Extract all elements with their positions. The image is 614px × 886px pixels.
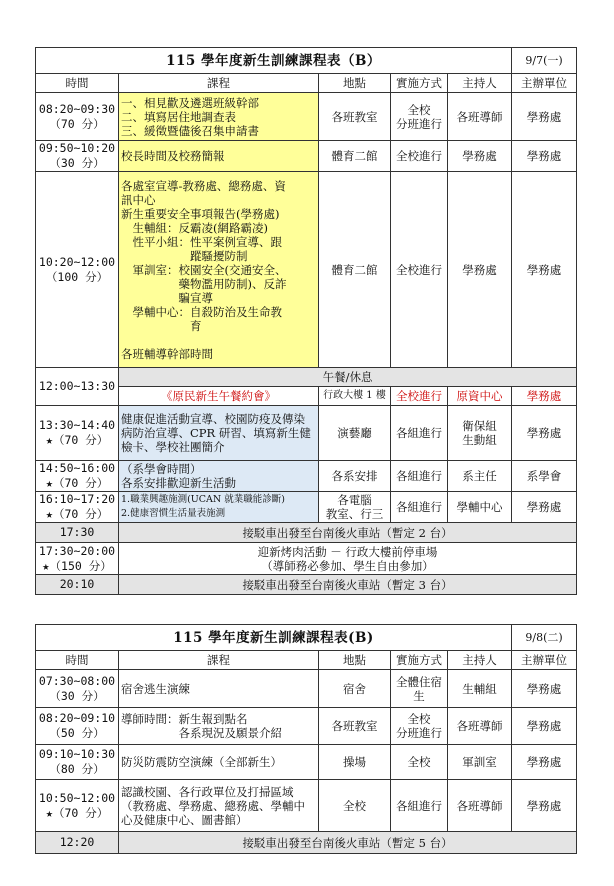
unit-cell: 學務處 [512,406,577,461]
time-range: 07:30~08:00 [38,673,116,688]
duration: （70 分） [52,805,109,820]
method-cell: 全體住宿 生 [391,670,448,708]
time-cell [36,141,119,172]
time-range: 10:50~12:00 [38,790,116,805]
method-cell: 各組進行 [391,461,448,492]
duration: （100 分） [45,269,109,284]
time-range: 09:50~10:20 [38,141,116,155]
host-cell: 各班導師 [448,708,512,745]
method-cell: 各組進行 [391,492,448,523]
duration: （50 分） [49,726,105,740]
place-cell: 宿舍 [319,670,391,708]
table-title: 115 學年度新生訓練課程表（B） [36,48,512,74]
header-unit: 主辦單位 [512,651,577,670]
place-cell: 各班教室 [319,93,391,141]
unit-cell: 學務處 [512,141,577,172]
place-cell: 各系安排 [319,461,391,492]
header-course: 課程 [119,74,319,93]
duration: （70 分） [52,476,109,490]
duration: （30 分） [49,688,105,703]
method-cell: 全校進行 [391,141,448,172]
star-icon: ★ [45,476,53,490]
duration: （70 分） [52,433,109,447]
method-cell: 全校進行 [391,172,448,368]
duration: （30 分） [49,156,105,170]
time-cell: 12:20 [36,832,119,854]
star-icon: ★ [45,433,53,447]
time-range: 13:30~14:40 [38,418,116,432]
host-cell: 各班導師 [448,93,512,141]
time-cell: 20:10 [36,575,119,595]
place-cell: 操場 [319,745,391,780]
time-range: 08:20~09:10 [38,711,116,725]
header-host: 主持人 [448,74,512,93]
table-row [36,406,577,461]
course-cell: 健康促進活動宣導、校園防疫及傳染病防治宣導、CPR 研習、填寫新生健檢卡、學校社團簡介 [119,406,319,461]
course-cell: （系學會時間） 各系安排歡迎新生活動 [119,461,319,492]
table-row [36,832,577,854]
time-range: 09:10~10:30 [38,747,116,761]
time-range: 08:20~09:30 [38,101,116,116]
unit-cell: 學務處 [512,780,577,832]
course-cell: 各處室宣導-教務處、總務處、資 訊中心 新生重要安全事項報告(學務處) 生輔組：反霸凌(網路霸凌) 性平小組：性平案例宣導、跟 蹤騷擾防制 軍訓室：校園安全(交通安全、 藥物濫用防制)、反詐 騙宣導 學輔中心：自殺防治及生命教 育 各班輔導幹部時間 [119,172,319,368]
table-row [36,708,577,745]
table-row [36,745,577,780]
time-cell [36,406,119,461]
shuttle-note: 接駁車出發至台南後火車站（暫定 5 台） [119,832,577,854]
table-date: 9/8(二) [512,625,577,651]
time-cell [36,745,119,780]
header-method: 實施方式 [391,74,448,93]
unit-cell: 學務處 [512,745,577,780]
time-range: 10:20~12:00 [38,254,116,269]
host-cell: 各班導師 [448,780,512,832]
header-place: 地點 [319,651,391,670]
unit-cell: 學務處 [512,670,577,708]
unit-cell: 學務處 [512,93,577,141]
table-date: 9/7(一) [512,48,577,74]
header-time: 時間 [36,651,119,670]
table-row [36,780,577,832]
host-cell: 系主任 [448,461,512,492]
duration: （80 分） [49,762,105,776]
time-range: 17:30~20:00 [38,543,116,558]
method-cell: 全校 分班進行 [391,708,448,745]
time-cell [36,708,119,745]
duration: （70 分） [52,507,109,521]
time-cell [36,172,119,368]
course-cell: 《原民新生午餐約會》 [119,387,319,406]
place-cell: 各班教室 [319,708,391,745]
table-title: 115 學年度新生訓練課程表(B) [36,625,512,651]
host-cell: 學務處 [448,141,512,172]
method-cell: 各組進行 [391,780,448,832]
course-cell: 1.職業興趣施測(UCAN 就業職能診斷) 2.健康習慣生活量表施測 [119,492,319,523]
time-cell: 17:30 [36,523,119,543]
time-cell: 12:00~13:30 [36,368,119,406]
method-cell: 各組進行 [391,406,448,461]
header-place: 地點 [319,74,391,93]
unit-cell: 學務處 [512,387,577,406]
course-cell: 一、相見歡及遴選班級幹部 二、填寫居住地調查表 三、緩徵暨儘後召集申請書 [119,93,319,141]
table-row [36,492,577,523]
method-cell: 全校 分班進行 [391,93,448,141]
header-host: 主持人 [448,651,512,670]
table-row [36,543,577,575]
course-cell: 防災防震防空演練（全部新生） [119,745,319,780]
duration: （70 分） [49,116,105,131]
header-unit: 主辦單位 [512,74,577,93]
bbq-note: 迎新烤肉活動 － 行政大樓前停車場 （導師務必參加、學生自由參加） [119,543,577,575]
course-cell: 校長時間及校務簡報 [119,141,319,172]
course-cell: 導師時間：新生報到點名 各系現況及願景介紹 [119,708,319,745]
star-icon: ★ [42,558,50,573]
time-cell [36,780,119,832]
unit-cell: 學務處 [512,708,577,745]
table-row [36,93,577,141]
table-row [36,172,577,368]
unit-cell: 學務處 [512,492,577,523]
table-row [36,575,577,595]
unit-cell: 系學會 [512,461,577,492]
schedule-table-day1 [35,47,577,595]
table-row [36,461,577,492]
time-cell [36,543,119,575]
header-course: 課程 [119,651,319,670]
table-row [36,523,577,543]
course-cell: 認識校園、各行政單位及打掃區域（教務處、學務處、總務處、學輔中心及健康中心、圖書館） [119,780,319,832]
table-row [36,368,577,387]
place-cell: 全校 [319,780,391,832]
host-cell: 學務處 [448,172,512,368]
unit-cell: 學務處 [512,172,577,368]
place-cell: 體育二館 [319,172,391,368]
header-method: 實施方式 [391,651,448,670]
method-cell: 全校 [391,745,448,780]
schedule-table-day2 [35,624,577,854]
shuttle-note: 接駁車出發至台南後火車站（暫定 2 台） [119,523,577,543]
star-icon: ★ [45,507,53,521]
place-cell: 行政大樓 1 樓 [319,387,391,406]
place-cell: 演藝廳 [319,406,391,461]
place-cell: 各電腦 教室、行三 [319,492,391,523]
host-cell: 學輔中心 [448,492,512,523]
time-cell [36,670,119,708]
star-icon: ★ [45,805,53,820]
place-cell: 體育二館 [319,141,391,172]
time-range: 14:50~16:00 [38,461,116,475]
table-row [36,141,577,172]
host-cell: 原資中心 [448,387,512,406]
host-cell: 軍訓室 [448,745,512,780]
duration: （150 分） [49,558,112,573]
time-cell [36,93,119,141]
host-cell: 衛保組 生動組 [448,406,512,461]
shuttle-note: 接駁車出發至台南後火車站（暫定 3 台） [119,575,577,595]
time-cell [36,461,119,492]
host-cell: 生輔組 [448,670,512,708]
lunch-cell: 午餐/休息 [119,368,577,387]
time-cell [36,492,119,523]
time-range: 16:10~17:20 [38,492,116,506]
course-cell: 宿舍逃生演練 [119,670,319,708]
header-time: 時間 [36,74,119,93]
method-cell: 全校進行 [391,387,448,406]
table-row [36,670,577,708]
